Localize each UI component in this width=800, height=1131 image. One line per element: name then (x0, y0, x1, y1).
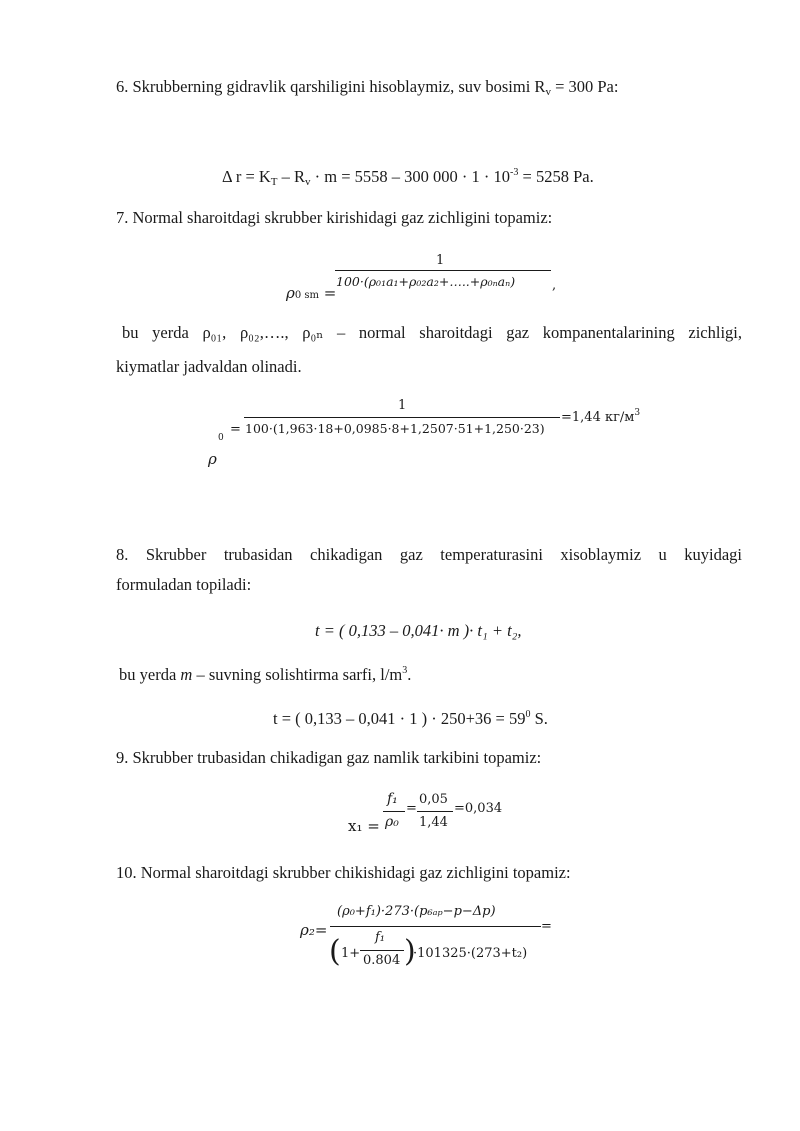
formula-7-numerator: 1 (436, 253, 445, 268)
section-10-heading: 10. Normal sharoitdagi skrubber chikishidagi gaz zichligini topamiz: (116, 863, 571, 882)
equation-8: t = ( 0,133 – 0,041· m )· t₁ + t₂, (315, 621, 522, 640)
formula-7-denominator: 100·(ρ₀₁a₁+ρ₀₂a₂+…..+ρ₀ₙaₙ) (336, 274, 516, 289)
equation-8b: t = ( 0,133 – 0,041 · 1 ) · $250+36 = 59^0$ S. (273, 709, 548, 728)
section-8-line2: formuladan topiladi: (116, 575, 252, 594)
section-8-line1: 8. Skrubber trubasidan chikadigan gaz temperaturasini xisoblaymiz u kuyidagi (116, 545, 742, 564)
paragraph-8: bu yerda m – suvning solishtirma sarfi, $l/m^3$. (119, 665, 412, 684)
section-9-heading: 9. Skrubber trubasidan chikadigan gaz namlik tarkibini topamiz: (116, 748, 542, 767)
paragraph-7-line1: bu yerda ρ₀₁, ρ₀₂,…., ρ₀ₙ – normal sharoitdagi gaz kompanentalarining zichligi, (122, 323, 742, 342)
equation-6: Δ $r = K_T - R_v \cdot m = 5558 - 300$ $000 \cdot 1 \cdot 10^{-3} = 5258$ Pa. (222, 167, 594, 188)
section-7-heading: 7. Normal sharoitdagi skrubber kirishidagi gaz zichligini topamiz: (116, 208, 553, 227)
paragraph-7-line2: kiymatlar jadvaldan olinadi. (116, 357, 302, 376)
formula-7b-numerator: 1 (398, 398, 407, 413)
formula-7b-denominator: 100·(1,963·18+0,0985·8+1,2507·51+1,250·23) (245, 421, 545, 436)
formula-10-numerator: (ρ₀+f₁)·273·(p₆ₐₚ−p−Δp) (337, 904, 496, 919)
section-6-heading: 6. Skrubberning gidravlik qarshiligini hisoblaymiz, suv bosimi $R_v = 300$ Pa: (116, 77, 619, 98)
